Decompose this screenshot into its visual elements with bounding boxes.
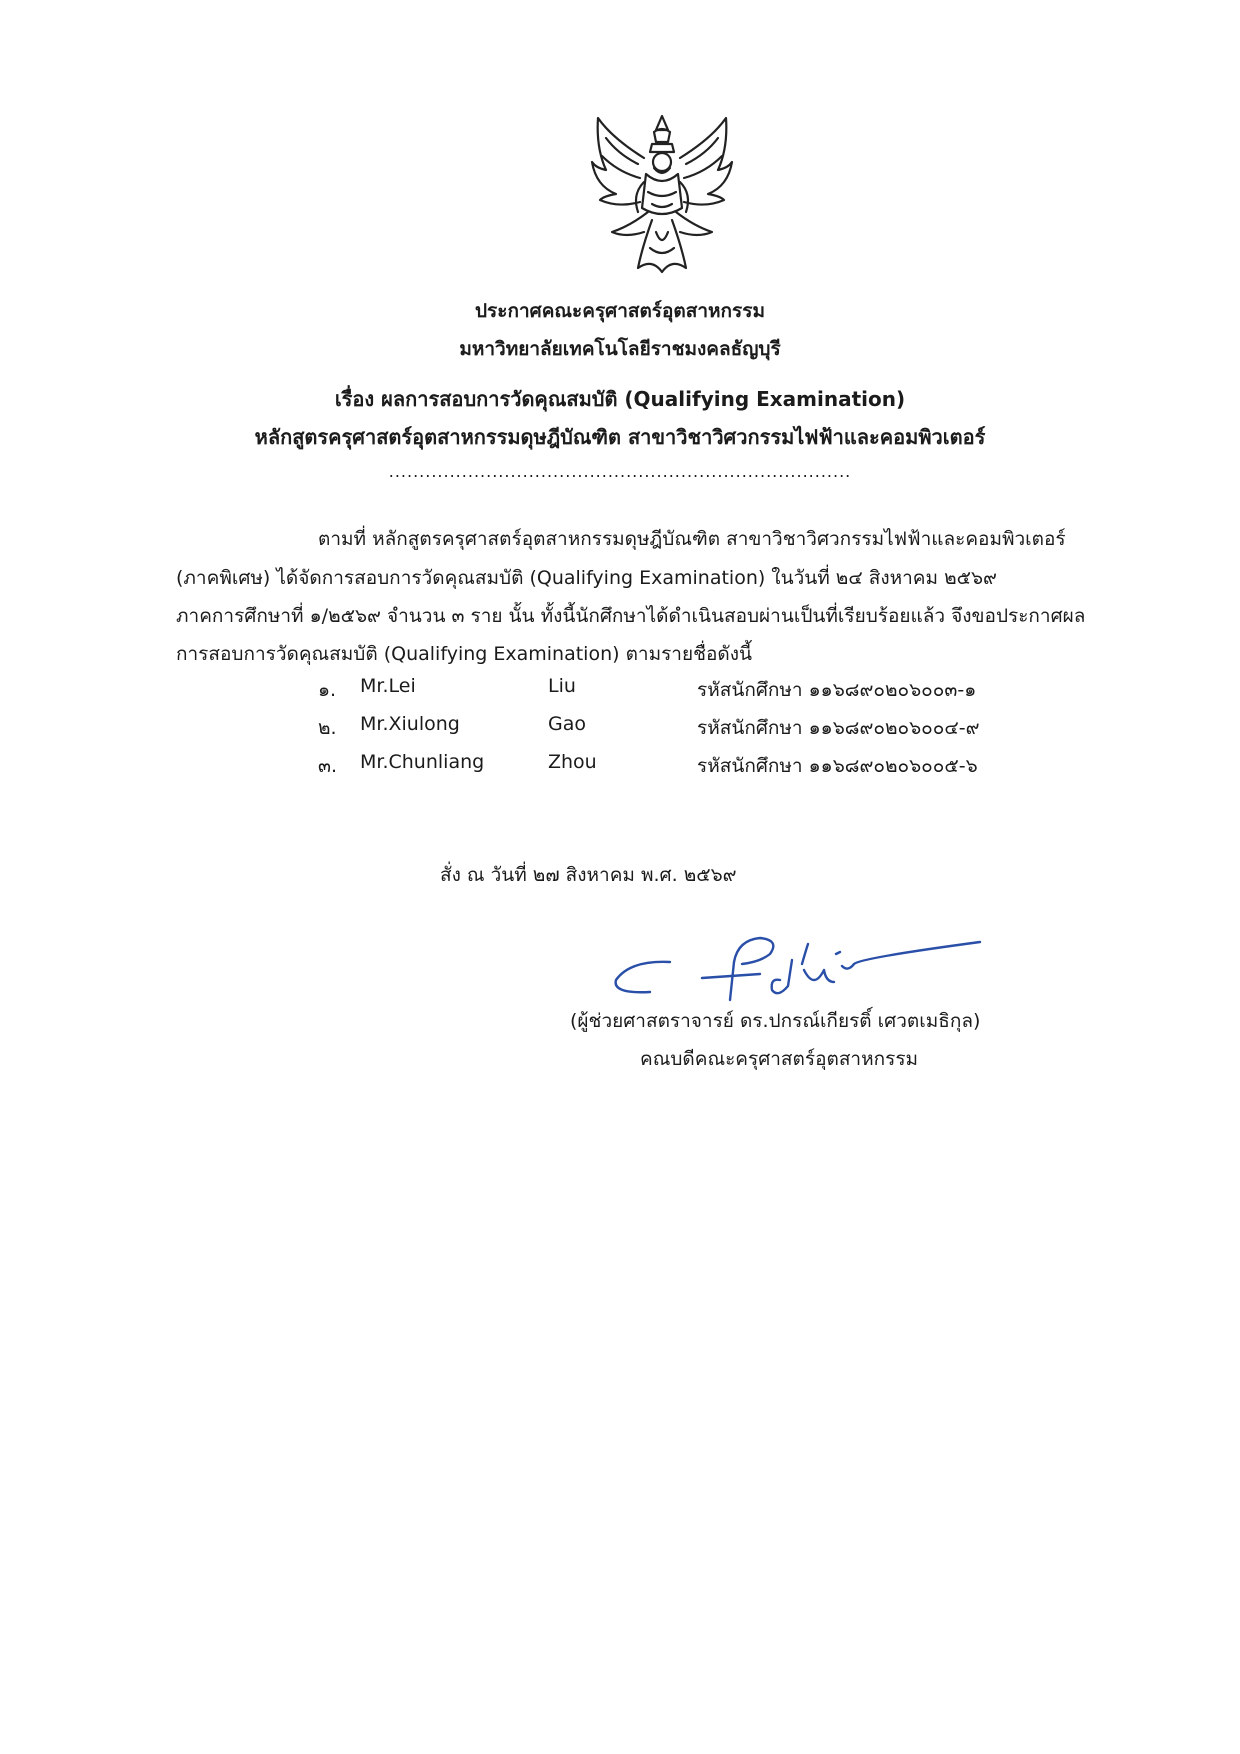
header-faculty-title: ประกาศคณะครุศาสตร์อุตสาหกรรม [474,300,765,322]
list-item [0,751,1240,781]
student-id: รหัสนักศึกษา ๑๑๖๘๙๐๒๐๖๐๐๔-๙ [697,717,980,739]
list-item [0,675,1240,705]
student-last-name: Liu [548,675,576,697]
student-id: รหัสนักศึกษา ๑๑๖๘๙๐๒๐๖๐๐๓-๑ [697,679,977,701]
garuda-emblem-icon [582,108,742,278]
student-id: รหัสนักศึกษา ๑๑๖๘๙๐๒๐๖๐๐๕-๖ [697,755,978,777]
signatory-position: คณบดีคณะครุศาสตร์อุตสาหกรรม [640,1048,919,1070]
student-last-name: Gao [548,713,586,735]
subject-line-1: เรื่อง ผลการสอบการวัดคุณสมบัติ (Qualifying Examination) [334,387,906,411]
student-number: ๓. [318,755,338,777]
ordered-date: สั่ง ณ วันที่ ๒๗ สิงหาคม พ.ศ. ๒๕๖๙ [440,864,737,886]
student-number: ๒. [318,717,337,739]
body-line-3: ภาคการศึกษาที่ ๑/๒๕๖๙ จำนวน ๓ ราย นั้น ทั้งนี้นักศึกษาได้ดำเนินสอบผ่านเป็นที่เรียบร้อยแล้ว จึงขอประกาศผล [176,605,1086,627]
body-line-4: การสอบการวัดคุณสมบัติ (Qualifying Examination) ตามรายชื่อดังนี้ [176,643,753,665]
student-number: ๑. [318,679,337,701]
body-line-1: ตามที่ หลักสูตรครุศาสตร์อุตสาหกรรมดุษฎีบัณฑิต สาขาวิชาวิศวกรรมไฟฟ้าและคอมพิวเตอร์ [318,528,1066,550]
student-first-name: Mr.Chunliang [360,751,485,773]
signature-icon [610,920,990,1010]
list-item [0,713,1240,743]
student-first-name: Mr.Xiulong [360,713,460,735]
student-first-name: Mr.Lei [360,675,416,697]
body-line-2: (ภาคพิเศษ) ได้จัดการสอบการวัดคุณสมบัติ (Qualifying Examination) ในวันที่ ๒๔ สิงหาคม ๒๕๖๙ [176,567,997,589]
header-divider: ............................................................................ [388,462,852,481]
header-university-title: มหาวิทยาลัยเทคโนโลยีราชมงคลธัญบุรี [459,338,781,360]
student-last-name: Zhou [548,751,597,773]
subject-line-2: หลักสูตรครุศาสตร์อุตสาหกรรมดุษฎีบัณฑิต สาขาวิชาวิศวกรรมไฟฟ้าและคอมพิวเตอร์ [254,425,986,449]
signatory-name: (ผู้ช่วยศาสตราจารย์ ดร.ปกรณ์เกียรติ์ เศวตเมธิกุล) [570,1010,981,1032]
